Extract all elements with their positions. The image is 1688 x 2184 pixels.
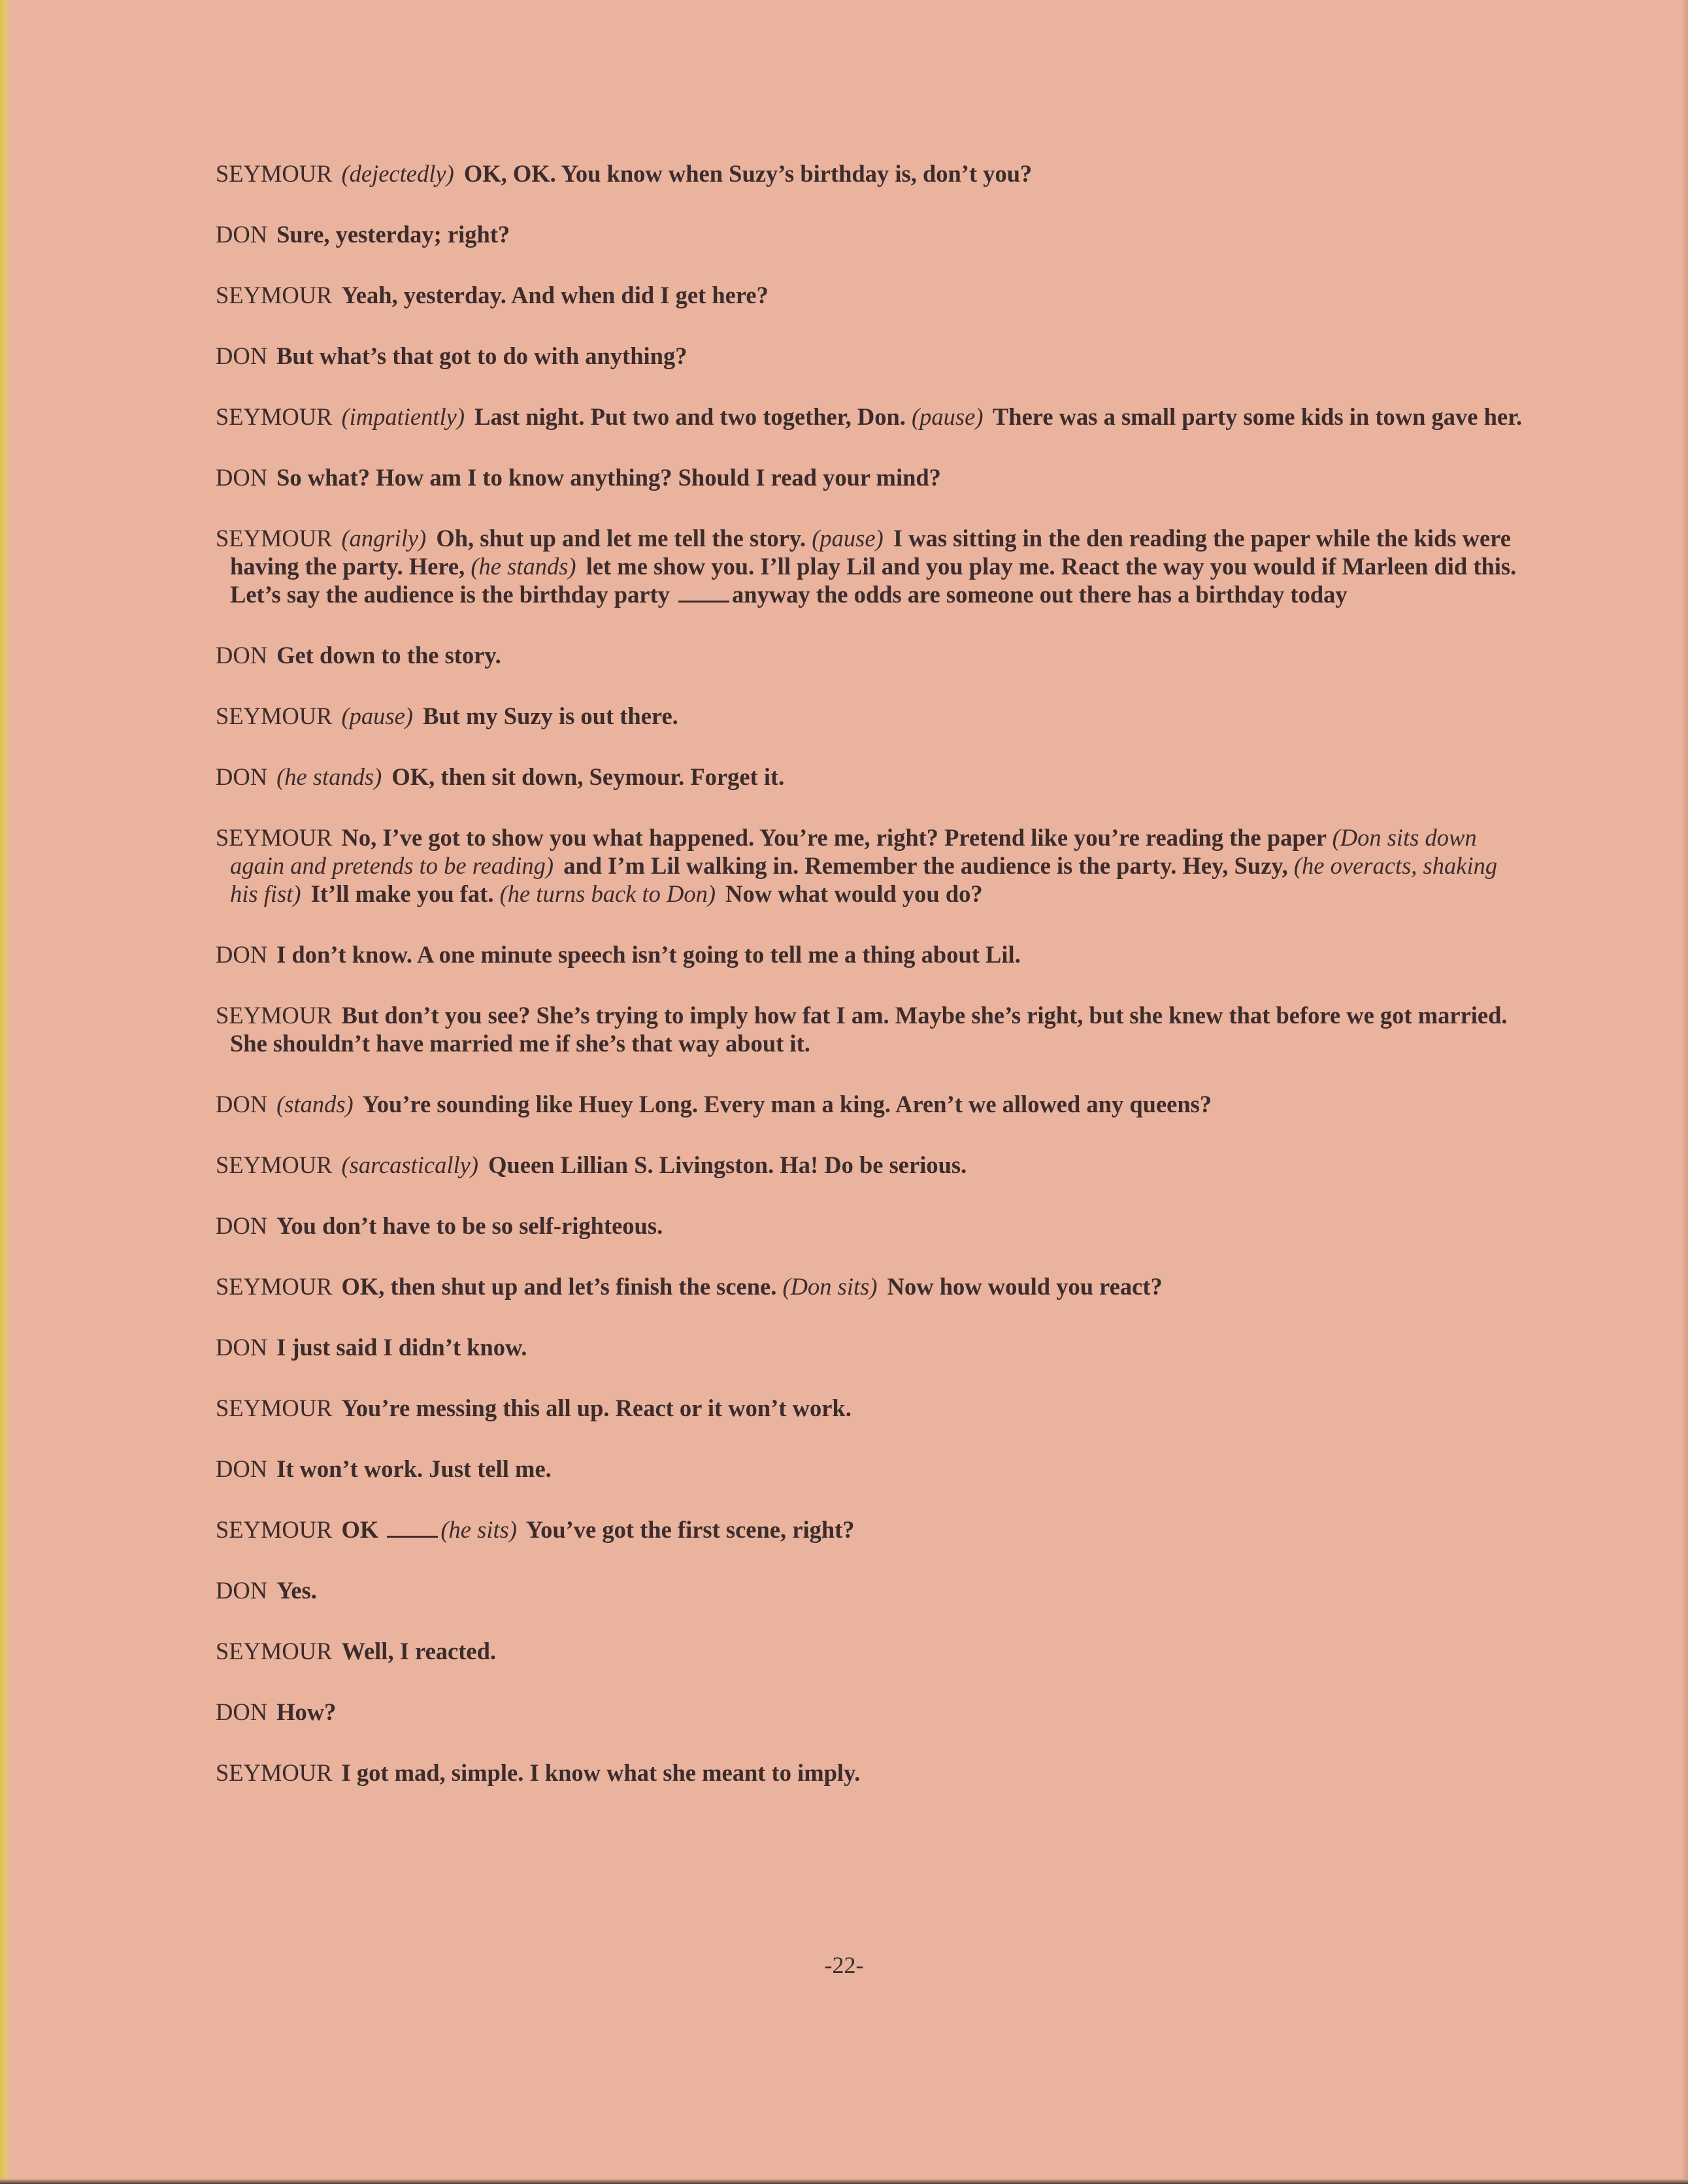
stage-direction: (he overacts, shaking his fist) xyxy=(230,852,1498,907)
speech-text: You’ve got the first scene, right? xyxy=(525,1516,855,1543)
dialogue-line xyxy=(216,159,1529,188)
stage-direction: (pause) xyxy=(912,403,984,430)
speech-text: You’re sounding like Huey Long. Every man a king. Aren’t we allowed any queens? xyxy=(362,1091,1212,1117)
speaker-name: DON xyxy=(216,464,268,491)
speaker-name: DON xyxy=(216,763,268,790)
speech-text: Yes. xyxy=(276,1577,317,1604)
dialogue-line xyxy=(216,342,1529,370)
dialogue-line xyxy=(216,1698,1529,1726)
stage-direction: (Don sits) xyxy=(782,1273,878,1300)
speech-text: Oh, shut up and let me tell the story. xyxy=(436,525,806,552)
dialogue-line xyxy=(216,702,1529,730)
speaker-name: SEYMOUR xyxy=(216,1151,333,1178)
dialogue-line xyxy=(216,1272,1529,1300)
speech-text: It won’t work. Just tell me. xyxy=(276,1455,552,1482)
stage-direction: (impatiently) xyxy=(341,403,465,430)
speech-text: OK xyxy=(341,1516,379,1543)
speech-text: No, I’ve got to show you what happened. You’re me, right? Pretend like you’re reading the paper xyxy=(341,824,1327,851)
stage-direction: (stands) xyxy=(276,1091,354,1117)
speaker-name: SEYMOUR xyxy=(216,1395,333,1421)
speaker-name: SEYMOUR xyxy=(216,1638,333,1664)
dialogue-line xyxy=(216,220,1529,248)
dialogue-line xyxy=(216,1333,1529,1361)
speech-text: There was a small party some kids in town gave her. xyxy=(992,403,1523,430)
dialogue-line xyxy=(216,1515,1529,1544)
blank-underline xyxy=(387,1523,438,1538)
dialogue-line xyxy=(216,524,1529,608)
speech-text: So what? How am I to know anything? Should I read your mind? xyxy=(276,464,941,491)
speaker-name: SEYMOUR xyxy=(216,1002,333,1029)
page-number: -22- xyxy=(824,1952,864,1978)
dialogue-line xyxy=(216,763,1529,791)
speaker-name: DON xyxy=(216,1091,268,1117)
dialogue-line xyxy=(216,403,1529,431)
speech-text: Get down to the story. xyxy=(276,642,501,669)
speaker-name: DON xyxy=(216,221,268,248)
page-binding-edge xyxy=(0,0,9,2184)
speaker-name: SEYMOUR xyxy=(216,1759,333,1786)
speaker-name: DON xyxy=(216,342,268,369)
speech-text: Sure, yesterday; right? xyxy=(276,221,510,248)
speaker-name: SEYMOUR xyxy=(216,160,333,187)
dialogue-line xyxy=(216,1151,1529,1179)
speaker-name: SEYMOUR xyxy=(216,703,333,729)
speech-text: You’re messing this all up. React or it won’t work. xyxy=(341,1395,852,1421)
speech-text: anyway the odds are someone out there has a birthday today xyxy=(732,581,1348,608)
stage-direction: (he stands) xyxy=(276,763,382,790)
speech-text: But what’s that got to do with anything? xyxy=(276,342,687,369)
speaker-name: SEYMOUR xyxy=(216,525,333,552)
stage-direction: (dejectedly) xyxy=(341,160,454,187)
speech-text: OK, then shut up and let’s finish the scene. xyxy=(341,1273,777,1300)
page-bottom-edge xyxy=(0,2179,1688,2184)
speech-text: But don’t you see? She’s trying to imply how fat I am. Maybe she’s right, but she knew that before we got married. She shouldn’t have married me if she’s that way about it. xyxy=(230,1002,1508,1057)
speaker-name: SEYMOUR xyxy=(216,1273,333,1300)
dialogue-line xyxy=(216,1637,1529,1665)
speaker-name: SEYMOUR xyxy=(216,403,333,430)
dialogue-line xyxy=(216,1394,1529,1422)
stage-direction: (pause) xyxy=(812,525,884,552)
dialogue-line xyxy=(216,1090,1529,1118)
speaker-name: SEYMOUR xyxy=(216,282,333,308)
dialogue-line xyxy=(216,1759,1529,1787)
speaker-name: DON xyxy=(216,642,268,669)
stage-direction: (he stands) xyxy=(471,553,576,580)
speaker-name: SEYMOUR xyxy=(216,1516,333,1543)
speech-text: I don’t know. A one minute speech isn’t going to tell me a thing about Lil. xyxy=(276,941,1021,968)
speaker-name: DON xyxy=(216,1334,268,1361)
speech-text: Now what would you do? xyxy=(725,880,983,907)
dialogue-line xyxy=(216,1001,1529,1057)
blank-underline xyxy=(678,587,729,603)
stage-direction: (he turns back to Don) xyxy=(499,880,716,907)
page-right-edge xyxy=(1681,0,1688,2184)
dialogue-line xyxy=(216,823,1529,908)
stage-direction: (Don sits down again and pretends to be reading) xyxy=(230,824,1477,879)
speaker-name: DON xyxy=(216,1698,268,1725)
speaker-name: DON xyxy=(216,1212,268,1239)
speech-text: I just said I didn’t know. xyxy=(276,1334,527,1361)
speech-text: and I’m Lil walking in. Remember the audience is the party. Hey, Suzy, xyxy=(563,852,1288,879)
speech-text: Well, I reacted. xyxy=(341,1638,497,1664)
speaker-name: DON xyxy=(216,1577,268,1604)
speaker-name: DON xyxy=(216,1455,268,1482)
speech-text: You don’t have to be so self-righteous. xyxy=(276,1212,663,1239)
dialogue-line xyxy=(216,281,1529,309)
speech-text: Queen Lillian S. Livingston. Ha! Do be serious. xyxy=(488,1151,967,1178)
stage-direction: (he sits) xyxy=(440,1516,517,1543)
speech-text: Now how would you react? xyxy=(887,1273,1163,1300)
dialogue-line xyxy=(216,641,1529,669)
speaker-name: DON xyxy=(216,941,268,968)
stage-direction: (pause) xyxy=(341,703,413,729)
speech-text: I got mad, simple. I know what she meant to imply. xyxy=(341,1759,861,1786)
stage-direction: (sarcastically) xyxy=(341,1151,478,1178)
speech-text: Yeah, yesterday. And when did I get here? xyxy=(341,282,769,308)
speech-text: How? xyxy=(276,1698,337,1725)
speech-text: let me show you. I’ll play Lil and you play me. React the way you would if Marleen did this. Let’s say the audience is the birthday party xyxy=(230,553,1517,608)
dialogue-line xyxy=(216,1455,1529,1483)
speech-text: Last night. Put two and two together, Don. xyxy=(474,403,906,430)
speaker-name: SEYMOUR xyxy=(216,824,333,851)
dialogue-line xyxy=(216,940,1529,968)
dialogue-line xyxy=(216,463,1529,491)
script-body xyxy=(216,159,1529,1819)
speech-text: I was sitting in the den reading the paper while the kids were having the party. Here, xyxy=(230,525,1511,580)
dialogue-line xyxy=(216,1576,1529,1604)
dialogue-line xyxy=(216,1212,1529,1240)
speech-text: But my Suzy is out there. xyxy=(423,703,678,729)
stage-direction: (angrily) xyxy=(341,525,427,552)
speech-text: OK, OK. You know when Suzy’s birthday is, don’t you? xyxy=(463,160,1033,187)
speech-text: OK, then sit down, Seymour. Forget it. xyxy=(391,763,785,790)
speech-text: It’ll make you fat. xyxy=(310,880,494,907)
